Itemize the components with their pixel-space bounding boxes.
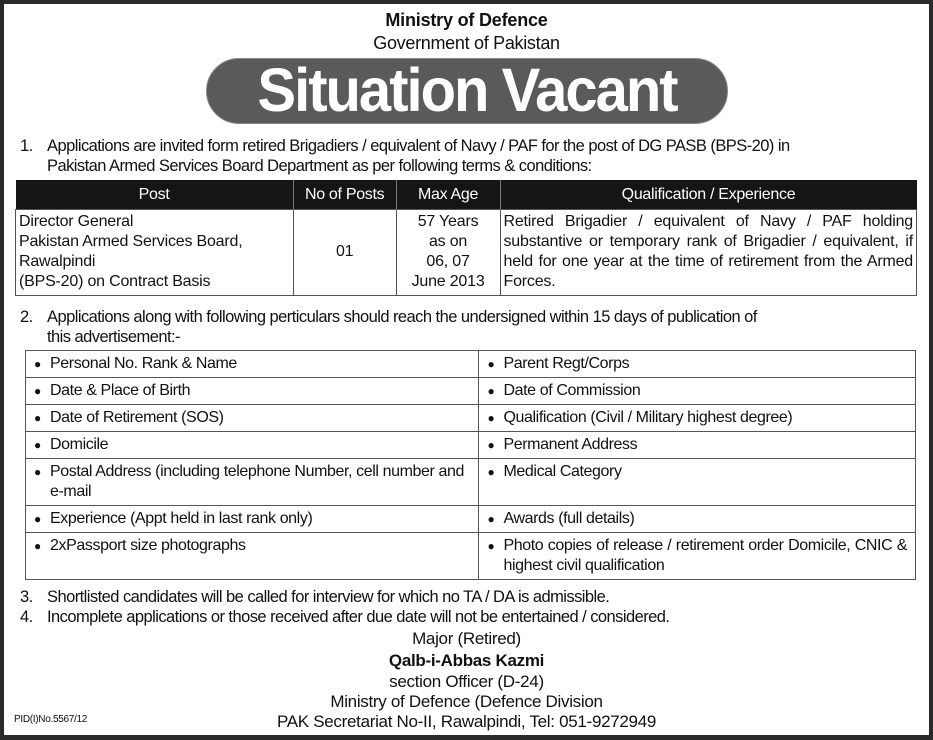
particular-text: Personal No. Rank & Name [50,355,237,372]
paragraph-1 [20,136,920,178]
particular-item [26,405,479,432]
max-age-cell [396,210,500,296]
table-row [26,506,916,533]
max-age-line: 57 Years [417,213,479,230]
max-age-line: as on [428,233,468,250]
paragraph-line: Incomplete applications or those received after due date will not be entertained / considered. [47,608,670,626]
post-line: Pakistan Armed Services Board, [19,233,243,250]
post-line: (BPS-20) on Contract Basis [19,273,211,290]
particular-item [479,378,916,405]
paragraph-number: 2. [20,308,33,326]
particular-text: Parent Regt/Corps [503,355,630,372]
particular-item [26,432,479,459]
max-age-line: 06, 07 [426,253,470,270]
bullet-icon: ● [34,539,41,553]
table-row [26,432,916,459]
bullet-icon: ● [34,438,41,452]
paragraph-3 [20,587,920,607]
paragraph-line: Pakistan Armed Services Board Department as per following terms & conditions: [47,157,592,175]
no-of-posts-cell: 01 [293,210,396,296]
table-row [26,351,916,378]
particular-item [26,351,479,378]
qualification-cell: Retired Brigadier / equivalent of Navy / PAF holding substantive or temporary rank of Brigadier / equivalent, if held for one year at the time of retirement from the Armed Forces. [500,210,917,296]
post-table [15,180,917,296]
particular-text: Permanent Address [503,436,638,453]
bullet-icon: ● [487,539,495,553]
particular-text: Date & Place of Birth [50,382,191,399]
particular-text: Medical Category [503,463,622,480]
bullet-icon: ● [34,357,41,371]
particular-item [479,533,916,580]
banner-text: Situation Vacant [257,56,677,125]
particular-item [479,432,916,459]
bullet-icon: ● [487,411,495,425]
paragraph-number: 4. [20,608,33,626]
post-cell [16,210,294,296]
paragraph-line: this advertisement:- [47,328,180,346]
particular-item [26,459,479,506]
particular-item [479,506,916,533]
particular-item [26,533,479,580]
header-post: Post [16,180,294,210]
particular-text: Experience (Appt held in last rank only) [50,510,313,527]
table-row [26,459,916,506]
particular-text: Photo copies of release / retirement order Domicile, CNIC & highest civil qualification [503,537,907,574]
header-no-of-posts: No of Posts [293,180,396,210]
particular-text: Date of Retirement (SOS) [50,409,224,426]
particular-item [479,405,916,432]
signatory-name: Qalb-i-Abbas Kazmi [388,651,545,670]
bullet-icon: ● [487,384,495,398]
post-table-header [16,180,917,210]
government-subtitle: Government of Pakistan [373,33,560,53]
bullet-icon: ● [34,465,41,479]
particular-text: Date of Commission [503,382,641,399]
particular-text: Postal Address (including telephone Number, cell number and e-mail [50,463,464,500]
table-row [16,210,917,296]
bullet-icon: ● [34,512,41,526]
signatory-rank: Major (Retired) [412,629,521,648]
paragraph-4 [20,607,920,627]
signatory-office: Ministry of Defence (Defence Division [330,692,603,711]
post-line: Director General [19,213,134,230]
bullet-icon: ● [487,465,495,479]
paragraph-line: Applications are invited form retired Brigadiers / equivalent of Navy / PAF for the post of DG PASB (BPS-20) in [47,137,790,155]
particular-text: 2xPassport size photographs [50,537,246,554]
max-age-line: June 2013 [411,273,485,290]
paragraph-line: Shortlisted candidates will be called for interview for which no TA / DA is admissible. [47,588,610,606]
paragraph-line: Applications along with following perticulars should reach the undersigned within 15 days of publication of [47,308,757,326]
particular-text: Qualification (Civil / Military highest degree) [503,409,793,426]
bullet-icon: ● [34,411,41,425]
bullet-icon: ● [487,512,495,526]
particular-item [26,506,479,533]
table-row [26,533,916,580]
paragraph-number: 3. [20,588,33,606]
post-line: Rawalpindi [19,253,96,270]
ministry-title: Ministry of Defence [385,10,548,30]
particular-item [479,459,916,506]
particular-text: Domicile [50,436,109,453]
signatory-designation: section Officer (D-24) [389,672,544,691]
particular-item [479,351,916,378]
signatory-address: PAK Secretariat No-II, Rawalpindi, Tel: 051-9272949 [276,712,657,731]
header-qualification: Qualification / Experience [500,180,917,210]
header-max-age: Max Age [396,180,500,210]
table-row [26,405,916,432]
particular-text: Awards (full details) [503,510,635,527]
situation-vacant-banner [206,58,728,124]
bullet-icon: ● [487,438,495,452]
table-row [26,378,916,405]
pid-number: PID(I)No.5567/12 [14,714,88,725]
bullet-icon: ● [487,357,495,371]
paragraph-2 [20,307,920,349]
paragraph-number: 1. [20,137,33,155]
bullet-icon: ● [34,384,41,398]
particulars-table [25,350,916,580]
particular-item [26,378,479,405]
